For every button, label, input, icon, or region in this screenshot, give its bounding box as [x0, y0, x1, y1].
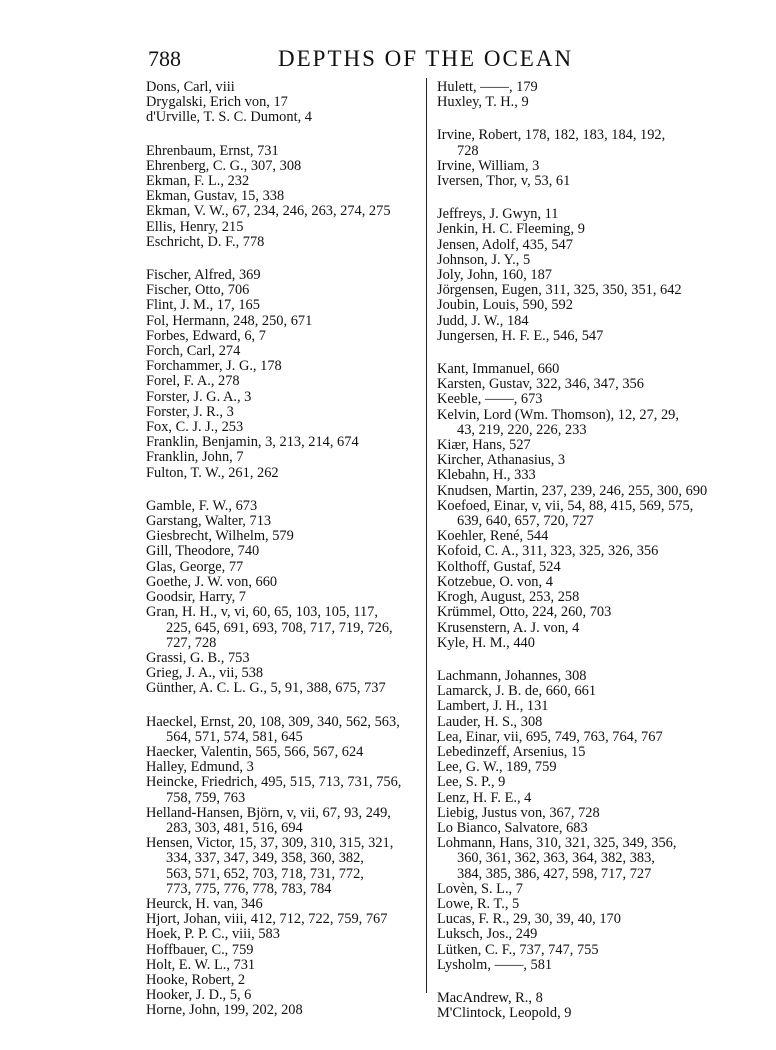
index-entry: Kolthoff, Gustaf, 524: [437, 558, 561, 575]
index-entry: Judd, J. W., 184: [437, 312, 529, 329]
index-entry: Glas, George, 77: [146, 558, 244, 575]
index-entry: MacAndrew, R., 8: [437, 989, 543, 1006]
index-entry: Giesbrecht, Wilhelm, 579: [146, 528, 294, 545]
index-entry: Lee, S. P., 9: [437, 774, 506, 791]
column-divider: [426, 78, 427, 993]
index-entry: Flint, J. M., 17, 165: [146, 297, 260, 314]
index-entry: Fol, Hermann, 248, 250, 671: [146, 312, 313, 329]
index-entry: Jeffreys, J. Gwyn, 11: [437, 206, 559, 223]
index-entry: Hoffbauer, C., 759: [146, 941, 254, 958]
index-entry-continuation: 727, 728: [166, 634, 217, 651]
index-entry: Lea, Einar, vii, 695, 749, 763, 764, 767: [437, 728, 663, 745]
index-entry: Kotzebue, O. von, 4: [437, 573, 553, 590]
index-entry: Krogh, August, 253, 258: [437, 589, 580, 606]
index-entry: Franklin, Benjamin, 3, 213, 214, 674: [146, 434, 359, 451]
index-entry: Kiær, Hans, 527: [437, 437, 531, 454]
index-entry-continuation: 563, 571, 652, 703, 718, 731, 772,: [166, 865, 364, 882]
index-entry: Lee, G. W., 189, 759: [437, 759, 557, 776]
index-entry: Haeckel, Ernst, 20, 108, 309, 340, 562, 563,: [146, 713, 400, 730]
index-entry: Fulton, T. W., 261, 262: [146, 464, 279, 481]
letter-group-gap: [437, 651, 743, 669]
index-entry: Lachmann, Johannes, 308: [437, 667, 587, 684]
index-entry: Lowe, R. T., 5: [437, 895, 520, 912]
index-entry: Krümmel, Otto, 224, 260, 703: [437, 604, 612, 621]
index-entry: Heincke, Friedrich, 495, 515, 713, 731, 756,: [146, 774, 402, 791]
index-entry: Karsten, Gustav, 322, 346, 347, 356: [437, 376, 644, 393]
letter-group-gap: [146, 697, 416, 715]
index-entry: Gamble, F. W., 673: [146, 497, 258, 514]
index-entry: Helland-Hansen, Björn, v, vii, 67, 93, 249,: [146, 804, 391, 821]
index-entry: Forster, J. G. A., 3: [146, 388, 252, 405]
index-entry-continuation: 384, 385, 386, 427, 598, 717, 727: [457, 865, 652, 882]
index-entry: Jensen, Adolf, 435, 547: [437, 236, 573, 253]
index-entry: Lenz, H. F. E., 4: [437, 789, 532, 806]
index-entry: Forch, Carl, 274: [146, 343, 241, 360]
index-entry: Hooker, J. D., 5, 6: [146, 987, 252, 1004]
index-entry: Lysholm, ——, 581: [437, 956, 553, 973]
index-entry: Ekman, Gustav, 15, 338: [146, 188, 285, 205]
index-entry: Horne, John, 199, 202, 208: [146, 1002, 303, 1019]
index-entry: Günther, A. C. L. G., 5, 91, 388, 675, 737: [146, 680, 386, 697]
index-entry: Halley, Edmund, 3: [146, 759, 254, 776]
index-entry: Forel, F. A., 278: [146, 373, 240, 390]
index-entry: Johnson, J. Y., 5: [437, 251, 531, 268]
index-entry: d'Urville, T. S. C. Dumont, 4: [146, 109, 312, 126]
letter-group-gap: [437, 973, 743, 991]
index-entry: Jenkin, H. C. Fleeming, 9: [437, 221, 585, 238]
index-entry: Liebig, Justus von, 367, 728: [437, 804, 600, 821]
index-entry: Dons, Carl, viii: [146, 79, 235, 95]
letter-group-gap: [437, 189, 743, 207]
page-number: 788: [148, 46, 181, 71]
index-entry: Holt, E. W. L., 731: [146, 956, 256, 973]
index-entry: Lambert, J. H., 131: [437, 698, 549, 715]
index-entry-continuation: 225, 645, 691, 693, 708, 717, 719, 726,: [166, 619, 393, 636]
index-entry: Goethe, J. W. von, 660: [146, 573, 278, 590]
index-entry: Lamarck, J. B. de, 660, 661: [437, 683, 597, 700]
index-entry: Forster, J. R., 3: [146, 403, 234, 420]
index-entry: Fischer, Otto, 706: [146, 282, 250, 299]
index-entry: Joubin, Louis, 590, 592: [437, 297, 573, 314]
index-entry: Koefoed, Einar, v, vii, 54, 88, 415, 569, 575,: [437, 497, 694, 514]
index-entry: Ekman, F. L., 232: [146, 173, 250, 190]
index-column-right: [437, 80, 743, 1021]
index-entry: Hulett, ——, 179: [437, 79, 538, 95]
index-entry: Ehrenbaum, Ernst, 731: [146, 142, 279, 159]
index-entry: Lohmann, Hans, 310, 321, 325, 349, 356,: [437, 835, 677, 852]
index-entry: Ellis, Henry, 215: [146, 218, 244, 235]
index-entry: Hoek, P. P. C., viii, 583: [146, 926, 280, 943]
letter-group-gap: [146, 481, 416, 499]
index-entry: Keeble, ——, 673: [437, 391, 543, 408]
index-entry: Fox, C. J. J., 253: [146, 419, 244, 436]
index-entry: Forchammer, J. G., 178: [146, 358, 282, 375]
index-entry: Irvine, William, 3: [437, 157, 540, 174]
index-entry: Grassi, G. B., 753: [146, 649, 250, 666]
index-entry: Heurck, H. van, 346: [146, 895, 263, 912]
index-entry-continuation: 758, 759, 763: [166, 789, 246, 806]
running-title: DEPTHS OF THE OCEAN: [278, 46, 574, 71]
index-entry: M'Clintock, Leopold, 9: [437, 1005, 572, 1022]
index-entry-continuation: 43, 219, 220, 226, 233: [457, 421, 587, 438]
index-entry: Grieg, J. A., vii, 538: [146, 665, 264, 682]
index-entry-continuation: 283, 303, 481, 516, 694: [166, 819, 303, 836]
index-entry: Joly, John, 160, 187: [437, 267, 552, 284]
index-entry-continuation: 639, 640, 657, 720, 727: [457, 513, 594, 530]
index-entry: Jörgensen, Eugen, 311, 325, 350, 351, 642: [437, 282, 682, 299]
index-entry: Haecker, Valentin, 565, 566, 567, 624: [146, 743, 364, 760]
index-entry-continuation: 360, 361, 362, 363, 364, 382, 383,: [457, 850, 655, 867]
index-entry: Huxley, T. H., 9: [437, 94, 529, 111]
index-entry: Franklin, John, 7: [146, 449, 244, 466]
letter-group-gap: [146, 250, 416, 268]
index-entry: Kircher, Athanasius, 3: [437, 452, 566, 469]
index-entry: Ekman, V. W., 67, 234, 246, 263, 274, 275: [146, 203, 391, 220]
index-entry: Forbes, Edward, 6, 7: [146, 327, 266, 344]
index-entry: Knudsen, Martin, 237, 239, 246, 255, 300, 690: [437, 482, 708, 499]
index-entry: Luksch, Jos., 249: [437, 926, 538, 943]
index-entry: Klebahn, H., 333: [437, 467, 536, 484]
letter-group-gap: [146, 126, 416, 144]
letter-group-gap: [437, 344, 743, 362]
index-entry: Koehler, René, 544: [437, 528, 549, 545]
index-entry: Krusenstern, A. J. von, 4: [437, 619, 580, 636]
index-entry: Lütken, C. F., 737, 747, 755: [437, 941, 599, 958]
index-entry: Kyle, H. M., 440: [437, 634, 535, 651]
index-entry: Drygalski, Erich von, 17: [146, 94, 288, 111]
index-column-left: [146, 80, 416, 1019]
index-entry-continuation: 564, 571, 574, 581, 645: [166, 728, 303, 745]
index-entry: Lovèn, S. L., 7: [437, 880, 523, 897]
index-entry: Lucas, F. R., 29, 30, 39, 40, 170: [437, 911, 621, 928]
index-entry: Gill, Theodore, 740: [146, 543, 260, 560]
index-entry: Kofoid, C. A., 311, 323, 325, 326, 356: [437, 543, 659, 560]
index-entry: Lo Bianco, Salvatore, 683: [437, 819, 588, 836]
index-entry: Irvine, Robert, 178, 182, 183, 184, 192,: [437, 127, 666, 144]
letter-group-gap: [437, 110, 743, 128]
index-entry: Lauder, H. S., 308: [437, 713, 543, 730]
index-entry: Kant, Immanuel, 660: [437, 361, 560, 378]
index-entry: Hjort, Johan, viii, 412, 712, 722, 759, 767: [146, 911, 388, 928]
index-entry: Kelvin, Lord (Wm. Thomson), 12, 27, 29,: [437, 406, 679, 423]
index-entry: Eschricht, D. F., 778: [146, 233, 265, 250]
index-entry: Iversen, Thor, v, 53, 61: [437, 173, 571, 190]
index-entry: Ehrenberg, C. G., 307, 308: [146, 157, 302, 174]
running-header: [0, 46, 776, 76]
index-entry-continuation: 773, 775, 776, 778, 783, 784: [166, 880, 332, 897]
index-entry: Jungersen, H. F. E., 546, 547: [437, 327, 604, 344]
index-entry: Gran, H. H., v, vi, 60, 65, 103, 105, 117,: [146, 604, 378, 621]
index-entry: Hooke, Robert, 2: [146, 971, 246, 988]
index-entry-continuation: 728: [457, 142, 479, 159]
index-entry: Fischer, Alfred, 369: [146, 267, 261, 284]
index-entry-continuation: 334, 337, 347, 349, 358, 360, 382,: [166, 850, 364, 867]
index-entry: Lebedinzeff, Arsenius, 15: [437, 743, 586, 760]
index-entry: Goodsir, Harry, 7: [146, 589, 247, 606]
index-entry: Garstang, Walter, 713: [146, 513, 272, 530]
index-entry: Hensen, Victor, 15, 37, 309, 310, 315, 321,: [146, 835, 394, 852]
